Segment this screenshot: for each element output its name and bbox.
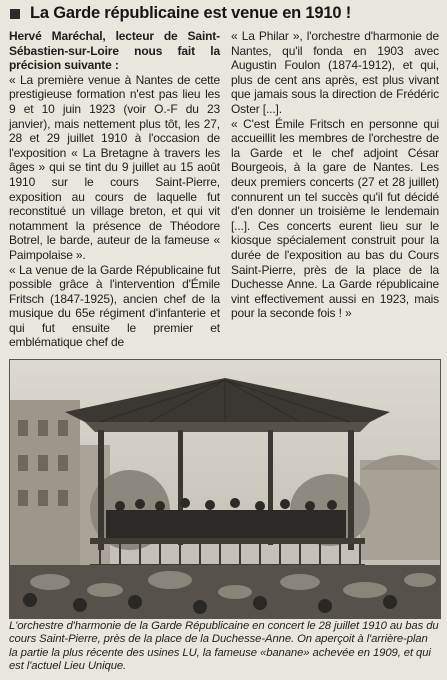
historical-photo-bandstand: [9, 359, 441, 619]
article-paragraph: « La première venue à Nantes de cette prestigieuse formation n'est pas lieu les 9 et 10 juin 1923 (voir O.-F du 23 janvier), mais nettement plus tôt, les 27, 28 et 29 juillet 1910 à l'occasion de l'exposition « La Bretagne à travers les âges » qui se tint du 9 juillet au 15 août 1910 sur le cours Saint-Pierre, exposition au cours de laquelle fut reconstitué un village breton, et qui vit notamment la présence de Théodore Botrel, le barde, auteur de la fameuse « Paimpolaise ».: [9, 72, 220, 262]
bandstand-illustration: [10, 360, 440, 618]
article-paragraph: « C'est Émile Fritsch en personne qui accueillit les membres de l'orchestre de la Garde et le chef adjoint César Bourgeois, à la gare de Nantes. Les deux premiers concerts (27 et 28 juillet) connurent un tel succès qu'il fut décidé d'en donner un troisième le lendemain [...]. Ces concerts eurent lieu sur le kiosque spécialement construit pour la durée de l'exposition au bas du Cours Saint-Pierre, près de la place de la Duchesse Anne. La Garde républicaine vint effectivement aussi en 1923, mais pour la seconde fois ! »: [231, 116, 439, 321]
article-lead-paragraph: Hervé Maréchal, lecteur de Saint-Sébastien-sur-Loire nous fait la précision suivante :: [9, 29, 220, 73]
article-paragraph: « La Philar », l'orchestre d'harmonie de Nantes, qu'il fonda en 1903 avec Augustin Foulon (1874-1912), et qui, plus de cent ans après, est plus vivant que jamais sous la direction de Frédéric Oster [...].: [231, 29, 439, 116]
headline-bullet-square: [10, 9, 20, 19]
article-column-left: [9, 29, 220, 350]
article-column-right: [231, 29, 439, 321]
building-right: [360, 460, 440, 560]
photo-caption: L'orchestre d'harmonie de la Garde Républicaine en concert le 28 juillet 1910 au bas du cours Saint-Pierre, près de la place de la Duchesse-Anne. On aperçoit à l'arrière-plan la partie la plus récente des usines LU, la fameuse «banane» achevée en 1909, et qui est l'actuel Lieu Unique.: [9, 620, 439, 673]
article-headline: La Garde républicaine est venue en 1910 !: [30, 4, 352, 22]
article-paragraph: « La venue de la Garde Républicaine fut possible grâce à l'intervention d'Émile Fritsch (1847-1925), ancien chef de la musique du 65e régiment d'infanterie et qui fut ensuite le premier et emblématique chef de: [9, 262, 220, 350]
